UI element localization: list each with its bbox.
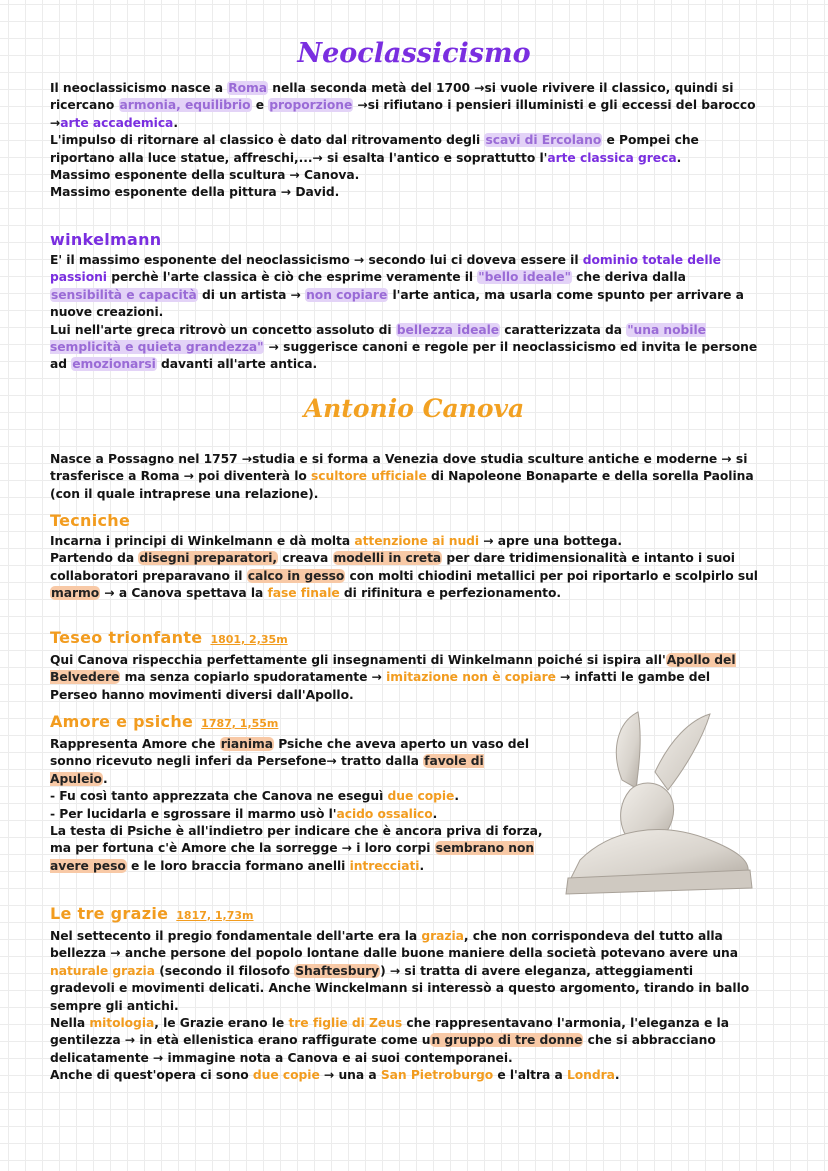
paragraph-amore-psiche [50, 736, 545, 875]
highlighted-term: Apollo del Belvedere [50, 653, 736, 685]
highlighted-term: "una nobile semplicità e quieta grandezza" [50, 322, 706, 355]
highlighted-term: emozionarsi [72, 357, 156, 372]
text-run: caratterizzata da [500, 322, 627, 337]
highlighted-term: rianima [220, 737, 273, 751]
highlighted-term: modelli in creta [333, 551, 442, 566]
text-run: davanti all'arte antica. [156, 357, 318, 372]
text-run: Massimo esponente della pittura → David. [50, 185, 340, 200]
paragraph-canova [50, 451, 760, 503]
text-run: e Pompei che riportano alla luce statue, affreschi,...→ si esalta l'antico e soprattutto l' [50, 133, 699, 165]
text-run: per dare tridimensionalità e intanto i suoi collaboratori preparavano il [50, 551, 735, 583]
text-run: , che non corrispondeva del tutto alla bellezza → anche persone del popolo lontane dalle buone maniere della società potevano avere una [50, 929, 738, 961]
paragraph-teseo [50, 652, 760, 704]
statue-wing-right [655, 714, 710, 790]
heading-winkelmann-text: winkelmann [50, 230, 162, 249]
marble-statue-icon [560, 710, 755, 900]
highlighted-term: n gruppo di tre donne [431, 1033, 583, 1048]
highlighted-term: Roma [228, 81, 268, 95]
text-run: che rappresentavano l'armonia, l'eleganza e la gentilezza → in età ellenistica erano raffigurate come u [50, 1016, 729, 1048]
text-run: . [454, 789, 459, 804]
highlighted-term: attenzione ai nudi [354, 534, 480, 548]
text-run: . [173, 115, 178, 130]
text-run: →si rifiutano i pensieri illuministi e gli eccessi del barocco → [50, 98, 756, 130]
highlighted-term: non copiare [306, 287, 388, 302]
text-run: Psiche che aveva aperto un vaso del sonno ricevuto negli inferi da Persefone→ tratto dalla [50, 737, 530, 769]
highlighted-term: acido ossalico [336, 806, 433, 821]
text-run: l'arte antica, ma usarla come spunto per arrivare a nuove creazioni. [50, 287, 744, 320]
text-run: Lui nell'arte greca ritrovò un concetto assoluto di [50, 322, 396, 337]
heading-tre-grazie [50, 904, 254, 923]
highlighted-term: bellezza ideale [396, 322, 500, 337]
text-run: che si abbracciano delicatamente → immagine nota a Canova e ai suoi contemporanei. [50, 1033, 716, 1065]
highlighted-term: tre figlie di Zeus [288, 1016, 403, 1031]
text-run: → infatti le gambe del Perseo hanno movimenti diversi dall'Apollo. [50, 670, 710, 702]
highlighted-term: due copie [387, 789, 455, 804]
text-run: . [419, 858, 425, 873]
text-run: - Per lucidarla e sgrossare il marmo usò l' [50, 806, 337, 821]
highlighted-term: naturale grazia [50, 963, 155, 978]
text-run: e le loro braccia formano anelli [126, 858, 350, 873]
highlighted-term: sembrano non avere peso [50, 841, 535, 873]
highlighted-term: fase finale [267, 586, 340, 601]
highlighted-term: favole di Apuleio [50, 754, 484, 786]
highlighted-term: calco in gesso [247, 568, 345, 583]
text-run: Il neoclassicismo nasce a [50, 81, 228, 95]
highlighted-term: arte accademica [60, 115, 174, 130]
text-run: → apre una bottega. [479, 534, 622, 548]
text-run: . [102, 771, 108, 786]
text-run: Massimo esponente della scultura → Canova. [50, 168, 360, 183]
text-run: di Napoleone Bonaparte e della sorella Paolina (con il quale intraprese una relazione). [50, 469, 754, 501]
paragraph-tecniche [50, 533, 760, 603]
teseo-dimensions: 1801, 2,35m [210, 633, 288, 646]
highlighted-term: Shaftesbury [295, 963, 380, 978]
highlighted-term: grazia [421, 929, 464, 943]
text-run: Qui Canova rispecchia perfettamente gli insegnamenti di Winkelmann poiché si ispira all' [50, 653, 666, 667]
text-run: - Fu così tanto apprezzata che Canova ne eseguì [50, 789, 388, 804]
text-run: ) → si tratta di avere eleganza, atteggiamenti gradevoli e movimenti delicati. Anche Winckelmann si interessò a questo argomento, tirando in ballo sempre gli antichi. [50, 963, 750, 1013]
highlighted-term: Londra [566, 1068, 615, 1083]
text-run: E' il massimo esponente del neoclassicismo → secondo lui ci doveva essere il [50, 253, 583, 267]
text-run: → una a [319, 1068, 381, 1083]
title-neoclassicismo: Neoclassicismo [297, 38, 531, 69]
text-run: . [676, 150, 682, 165]
grazie-dimensions: 1817, 1,73m [176, 909, 254, 922]
highlighted-term: San Pietroburgo [380, 1068, 494, 1083]
text-run: . [432, 806, 438, 821]
statue-wing-left [616, 712, 640, 788]
highlighted-term: imitazione non è copiare [386, 670, 556, 685]
heading-tecniche [50, 511, 130, 530]
heading-teseo-text: Teseo trionfante [50, 628, 203, 647]
highlighted-term: mitologia [89, 1016, 155, 1031]
heading-amore-text: Amore e psiche [50, 712, 194, 731]
text-run: creava [278, 551, 333, 566]
amore-dimensions: 1787, 1,55m [201, 717, 279, 730]
highlighted-term: dominio totale delle passioni [50, 253, 721, 285]
highlighted-term: scultore ufficiale [311, 469, 427, 484]
text-run: Nel settecento il pregio fondamentale dell'arte era la [50, 929, 422, 943]
highlighted-term: intrecciati [349, 858, 420, 873]
highlighted-term: due copie [252, 1068, 320, 1083]
text-run: che deriva dalla [571, 270, 686, 285]
highlighted-term: arte classica greca [547, 150, 677, 165]
heading-grazie-text: Le tre grazie [50, 904, 169, 923]
highlighted-term: armonia, equilibrio [119, 98, 251, 113]
text-run: Nella [50, 1016, 90, 1031]
text-run: (secondo il filosofo [154, 963, 295, 978]
heading-teseo [50, 628, 288, 647]
heading-winkelmann [50, 230, 161, 249]
text-run: . [614, 1068, 620, 1083]
text-run: , le Grazie erano le [154, 1016, 289, 1031]
text-run: Rappresenta Amore che [50, 737, 220, 751]
highlighted-term: "bello ideale" [478, 270, 571, 285]
text-run: → a Canova spettava la [100, 586, 268, 601]
highlighted-term: disegni preparatori, [139, 551, 278, 566]
text-run: con molti chiodini metallici per poi riportarlo e scolpirlo sul [345, 568, 758, 583]
text-run: Incarna i principi di Winkelmann e dà molta [50, 534, 355, 548]
text-run: Nasce a Possagno nel 1757 →studia e si forma a Venezia dove studia sculture antiche e moderne → si trasferisce a Roma → poi diventerà lo [50, 452, 748, 484]
text-run: e [251, 98, 269, 113]
text-run: ma senza copiarlo spudoratamente → [120, 670, 387, 685]
highlighted-term: sensibilità e capacità [51, 287, 197, 302]
text-run: di rifinitura e perfezionamento. [339, 586, 562, 601]
heading-tecniche-text: Tecniche [50, 511, 131, 530]
text-run: L'impulso di ritornare al classico è dato dal ritrovamento degli [50, 133, 485, 148]
paragraph-tre-grazie [50, 928, 760, 1085]
text-run: e l'altra a [493, 1068, 567, 1083]
text-run: perchè l'arte classica è ciò che esprime veramente il [106, 270, 478, 285]
text-run: di un artista → [197, 287, 306, 302]
text-run: La testa di Psiche è all'indietro per indicare che è ancora priva di forza, ma per fortuna c'è Amore che la sorregge → i loro corpi [50, 824, 543, 856]
highlighted-term: scavi di Ercolano [485, 133, 602, 148]
text-run: Partendo da [50, 551, 139, 566]
highlighted-term: proporzione [269, 98, 353, 113]
text-run: → suggerisce canoni e regole per il neoclassicismo ed invita le persone ad [50, 340, 758, 372]
text-run: nella seconda metà del 1700 →si vuole rivivere il classico, quindi si ricercano [50, 81, 734, 113]
title-canova: Antonio Canova [303, 394, 525, 423]
paragraph-winkelmann [50, 252, 760, 374]
paragraph-intro [50, 80, 760, 202]
highlighted-term: marmo [51, 586, 100, 601]
heading-amore-psiche [50, 712, 278, 731]
text-run: Anche di quest'opera ci sono [50, 1068, 253, 1083]
